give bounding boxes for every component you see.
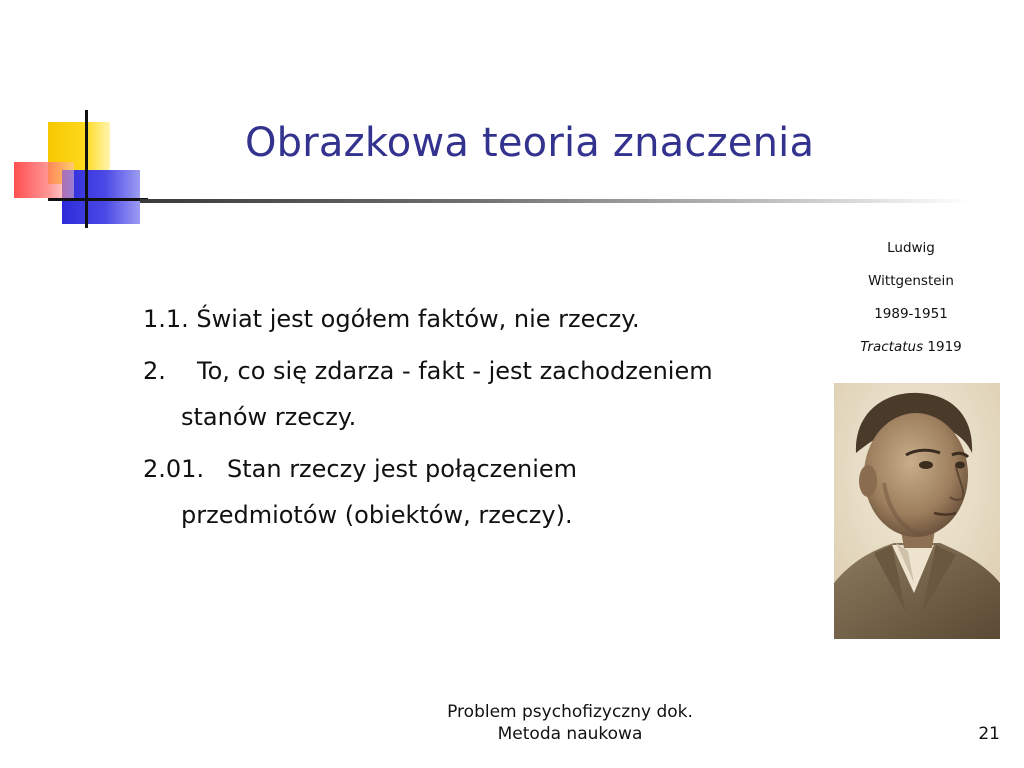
- caption-years: 1989-1951: [874, 306, 948, 322]
- slide-footer: [430, 701, 710, 745]
- caption-last-name: Wittgenstein: [868, 273, 954, 289]
- thesis-2-01: [143, 446, 813, 538]
- thesis-1-1-text: 1.1. Świat jest ogółem faktów, nie rzeczy.: [143, 305, 640, 333]
- thesis-2: [143, 348, 813, 440]
- footer-line-1: Problem psychofizyczny dok.: [447, 702, 693, 722]
- portrait-caption: [830, 234, 992, 366]
- caption-work-year: 1919: [923, 339, 962, 355]
- thesis-2-line1: To, co się zdarza - fakt - jest zachodzeniem: [197, 357, 713, 385]
- logo-red-square: [14, 162, 74, 198]
- caption-work-title: Tractatus: [860, 339, 924, 355]
- footer-line-2: Metoda naukowa: [497, 724, 643, 744]
- thesis-2-line2: stanów rzeczy.: [181, 403, 357, 431]
- logo-horizontal-line: [48, 198, 148, 201]
- thesis-2-01-line1: Stan rzeczy jest połączeniem: [227, 455, 578, 483]
- thesis-1-1: [143, 296, 813, 342]
- thesis-2-01-line2: przedmiotów (obiektów, rzeczy).: [181, 501, 573, 529]
- logo-vertical-line: [85, 110, 88, 228]
- decorative-logo: [0, 100, 150, 230]
- thesis-2-01-number: 2.01.: [143, 455, 205, 483]
- portrait-photo: [834, 383, 1000, 639]
- title-underline: [140, 199, 970, 203]
- portrait-image: [834, 383, 1000, 639]
- page-number: 21: [978, 724, 1000, 744]
- caption-first-name: Ludwig: [887, 240, 935, 256]
- caption-work: [830, 333, 992, 366]
- slide-title: Obrazkowa teoria znaczenia: [245, 120, 815, 166]
- thesis-2-number: 2.: [143, 357, 166, 385]
- slide-body: [143, 296, 813, 538]
